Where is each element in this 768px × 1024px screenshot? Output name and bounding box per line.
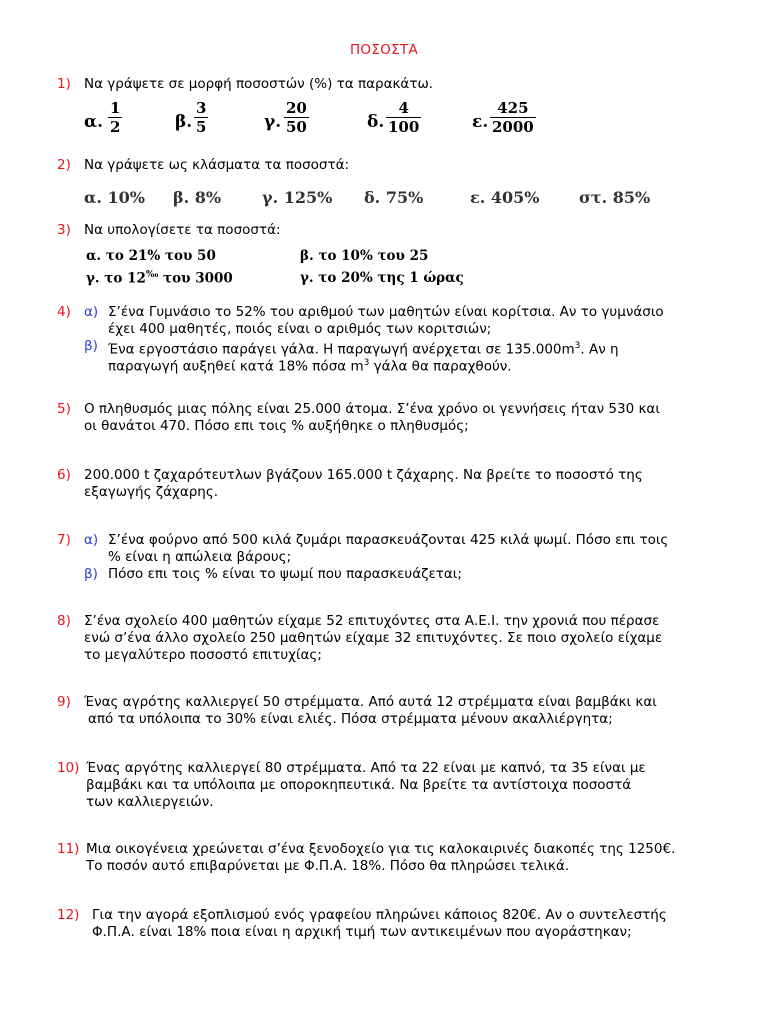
- question-text: Ο πληθυσμός μιας πόλης είναι 25.000 άτομα. Σ’ένα χρόνο οι γεννήσεις ήταν 530 και: [84, 401, 660, 417]
- fraction-numerator: 1: [110, 99, 121, 117]
- fraction: [490, 99, 536, 136]
- question-text-part: γάλα θα παραχθούν.: [369, 358, 512, 375]
- percent-item: στ. 85%: [579, 188, 651, 207]
- question-text: Σ’ένα Γυμνάσιο το 52% του αριθμού των μαθητών είναι κορίτσια. Αν το γυμνάσιο: [108, 304, 664, 320]
- question-text: οι θανάτοι 470. Πόσο επι τοις % αυξήθηκε ο πληθυσμός;: [84, 418, 469, 434]
- question-number: 5): [57, 401, 71, 417]
- question-number: 6): [57, 467, 71, 483]
- question-number: 2): [57, 157, 71, 173]
- question-text-part: παραγωγή αυξηθεί κατά 18% πόσα m: [108, 358, 364, 375]
- question-number: 3): [57, 222, 71, 238]
- question-text: Να υπολογίσετε τα ποσοστά:: [84, 222, 281, 238]
- fraction-label: δ.: [367, 112, 385, 132]
- percent-item: δ. 75%: [364, 188, 424, 207]
- question-text: Φ.Π.Α. είναι 18% ποια είναι η αρχική τιμή των αντικειμένων που αγοράστηκαν;: [92, 924, 632, 940]
- fraction-label: γ.: [264, 112, 282, 132]
- subitem: γ. το 20% της 1 ώρας: [300, 270, 464, 286]
- percent-item: α. 10%: [84, 188, 145, 207]
- fraction: [194, 99, 208, 136]
- subitem: α. το 21% του 50: [86, 248, 216, 264]
- question-text-part: Ένα εργοστάσιο παράγει γάλα. Η παραγωγή ανέρχεται σε 135.000m: [108, 341, 575, 358]
- question-text: % είναι η απώλεια βάρους;: [108, 549, 292, 565]
- question-text: βαμβάκι και τα υπόλοιπα με οποροκηπευτικά. Να βρείτε τα αντίστοιχα ποσοστά: [86, 777, 632, 793]
- fraction-label: ε.: [472, 112, 489, 132]
- superscript: 3: [363, 358, 370, 368]
- question-number: 12): [57, 907, 80, 923]
- question-number: 4): [57, 304, 71, 320]
- question-number: 7): [57, 532, 71, 548]
- question-text: Ένας αγρότης καλλιεργεί 50 στρέμματα. Από αυτά 12 στρέμματα είναι βαμβάκι και: [84, 694, 657, 710]
- question-text: το μεγαλύτερο ποσοστό επιτυχίας;: [84, 647, 322, 663]
- fraction: [108, 99, 122, 136]
- fraction-label: α.: [84, 112, 104, 132]
- fraction: [284, 99, 309, 136]
- question-text: [108, 355, 512, 376]
- question-text: Για την αγορά εξοπλισμού ενός γραφείου πληρώνει κάποιος 820€. Αν ο συντελεστής: [92, 907, 667, 923]
- question-text: Μια οικογένεια χρεώνεται σ’ένα ξενοδοχείο για τις καλοκαιρινές διακοπές της 1250€.: [86, 841, 676, 857]
- question-text: Ένας αργότης καλλιεργεί 80 στρέμματα. Από τα 22 είναι με καπνό, τα 35 είναι με: [86, 760, 646, 776]
- subquestion-label: α): [84, 532, 99, 548]
- fraction-denominator: 100: [388, 118, 420, 136]
- question-number: 10): [57, 760, 80, 776]
- subitem: [86, 270, 233, 287]
- percent-item: γ. 125%: [262, 188, 333, 207]
- question-text: των καλλιεργειών.: [86, 794, 214, 810]
- fraction-denominator: 5: [196, 118, 207, 136]
- question-text: 200.000 t ζαχαρότευτλων βγάζουν 165.000 t ζάχαρης. Να βρείτε το ποσοστό της: [84, 467, 643, 483]
- superscript: 3: [574, 341, 581, 351]
- permille-sign: ‰: [145, 270, 159, 280]
- question-text: Να γράψετε ως κλάσματα τα ποσοστά:: [84, 157, 350, 173]
- percent-item: β. 8%: [173, 188, 222, 207]
- percent-item: ε. 405%: [470, 188, 540, 207]
- question-text: ενώ σ’ένα άλλο σχολείο 250 μαθητών είχαμε 32 επιτυχόντες. Σε ποιο σχολείο είχαμε: [84, 630, 663, 646]
- question-text-part: . Αν η: [580, 341, 619, 358]
- fraction-numerator: 3: [196, 99, 207, 117]
- question-text: Σ’ένα φούρνο από 500 κιλά ζυμάρι παρασκευάζονται 425 κιλά ψωμί. Πόσο επι τοις: [108, 532, 669, 548]
- subquestion-label: β): [84, 566, 98, 582]
- fraction-numerator: 425: [497, 99, 529, 117]
- fraction-numerator: 4: [398, 99, 409, 117]
- subquestion-label: α): [84, 304, 99, 320]
- subquestion-label: β): [84, 338, 98, 354]
- question-number: 11): [57, 841, 80, 857]
- question-text: Το ποσόν αυτό επιβαρύνεται με Φ.Π.Α. 18%. Πόσο θα πληρώσει τελικά.: [86, 858, 570, 874]
- fraction-denominator: 2: [110, 118, 121, 136]
- question-number: 1): [57, 76, 71, 92]
- fraction: [386, 99, 421, 136]
- subitem: β. το 10% του 25: [300, 248, 429, 264]
- fraction-label: β.: [175, 112, 193, 132]
- subitem-text: του 3000: [158, 270, 233, 287]
- question-number: 8): [57, 613, 71, 629]
- fraction-denominator: 50: [286, 118, 307, 136]
- fraction-numerator: 20: [286, 99, 307, 117]
- question-text: εξαγωγής ζάχαρης.: [84, 484, 219, 500]
- question-number: 9): [57, 694, 71, 710]
- question-text: Σ’ένα σχολείο 400 μαθητών είχαμε 52 επιτυχόντες στα Α.Ε.Ι. την χρονιά που πέρασε: [84, 613, 660, 629]
- question-text: Να γράψετε σε μορφή ποσοστών (%) τα παρακάτω.: [84, 76, 434, 92]
- question-text: Πόσο επι τοις % είναι το ψωμί που παρασκευάζεται;: [108, 566, 462, 582]
- page-title: ΠΟΣΟΣΤΑ: [349, 42, 419, 58]
- subitem-text: γ. το 12: [86, 270, 146, 287]
- question-text: έχει 400 μαθητές, ποιός είναι ο αριθμός των κοριτσιών;: [108, 321, 492, 337]
- fraction-denominator: 2000: [492, 118, 534, 136]
- question-text: από τα υπόλοιπα το 30% είναι ελιές. Πόσα στρέμματα μένουν ακαλλιέργητα;: [88, 711, 613, 727]
